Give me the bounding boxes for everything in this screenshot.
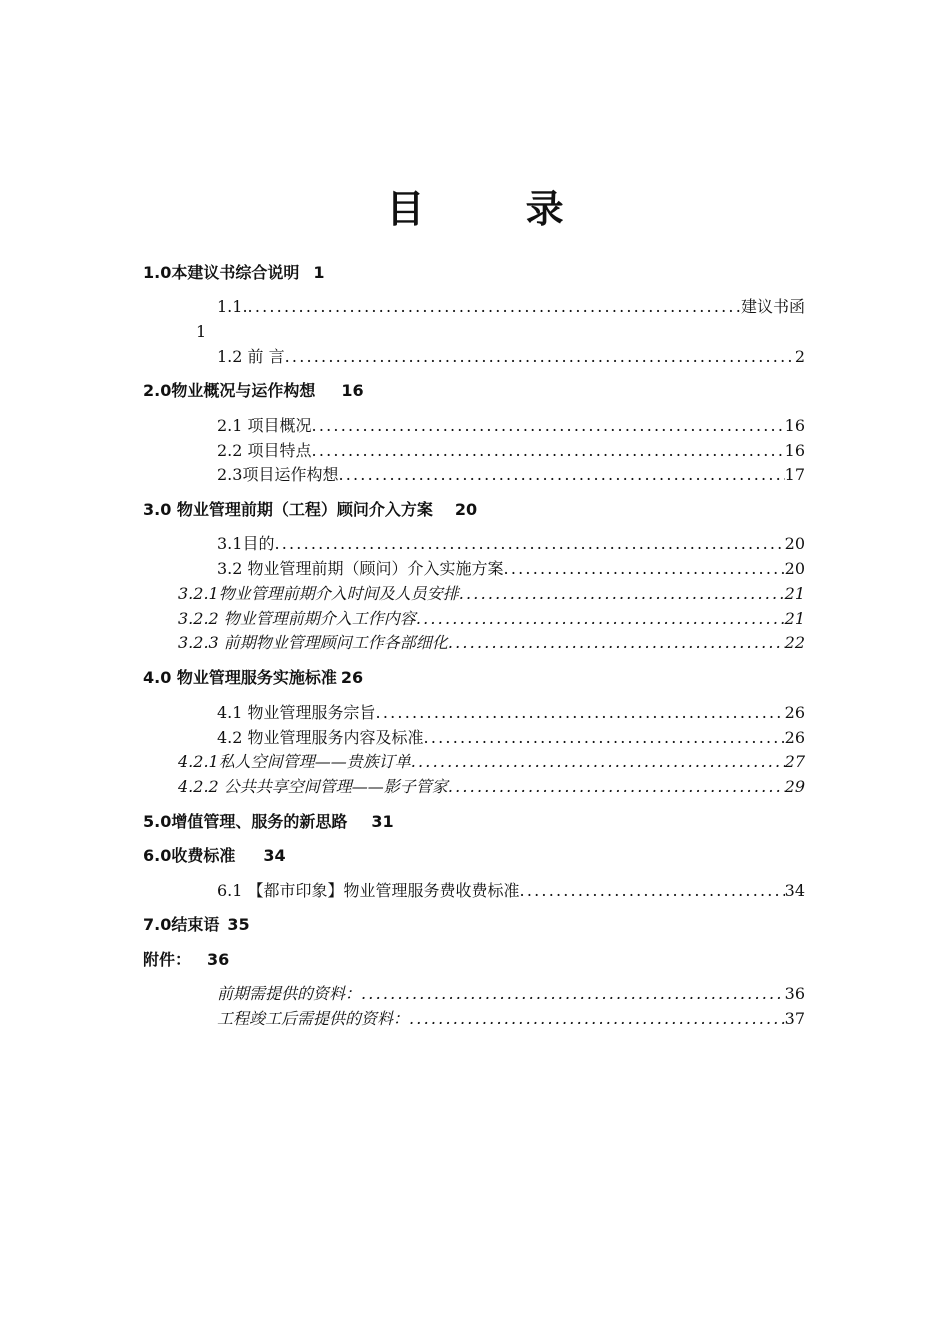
toc-entry-3-2[interactable] [217,558,805,580]
page-title: 目 录 [386,187,608,231]
toc-page-number: 37 [784,1009,805,1028]
toc-entry-label: 2.1 项目概况 [217,416,312,435]
toc-heading-label: 5.0增值管理、服务的新思路 [143,812,348,831]
toc-page-number: 35 [227,915,250,934]
toc-heading-label: 7.0结束语 [143,915,220,934]
toc-heading-label: 2.0物业概况与运作构想 [143,381,316,400]
toc-page-number: 16 [784,441,805,460]
leader-dots [248,296,741,318]
leader-dots [504,558,785,580]
toc-page-number: 26 [784,703,805,722]
toc-page-number: 建议书函 [740,297,805,316]
leader-dots [459,583,785,605]
toc-entry-2-2[interactable] [217,440,805,462]
toc-entry-label: 工程竣工后需提供的资料： [217,1009,410,1028]
toc-entry-1-1-wrap: 1 [196,322,207,341]
leader-dots [424,727,785,749]
toc-heading-5[interactable] [143,811,950,833]
toc-entry-label: 4.2 物业管理服务内容及标准 [217,728,424,747]
toc-page-number: 36 [207,950,230,969]
toc-heading-7[interactable] [143,914,950,936]
leader-dots [411,751,785,773]
toc-heading-6[interactable] [143,845,950,867]
toc-entry-label: 2.2 项目特点 [217,441,312,460]
toc-page-number: 22 [784,633,805,652]
toc-page-number: 27 [784,752,805,771]
toc-page-number: 26 [784,728,805,747]
toc-entry-label: 3.2.2 物业管理前期介入工作内容 [178,609,416,628]
toc-entry-label: 2.3项目运作构想 [217,465,339,484]
toc-entry-label: 1.1. [217,297,248,316]
leader-dots [361,983,785,1005]
toc-heading-4[interactable] [143,667,950,689]
toc-heading-attachments[interactable] [143,949,950,971]
toc-entry-3-2-1[interactable] [178,583,805,605]
toc-heading-2[interactable] [143,380,950,402]
toc-entry-3-2-3[interactable] [178,632,805,654]
leader-dots [312,415,785,437]
toc-page-number: 17 [784,465,805,484]
toc-heading-label: 附件： [143,950,192,969]
toc-entry-1-2[interactable] [217,346,805,368]
toc-entry-label: 1.2 前 言 [217,347,285,366]
toc-entry-3-2-2[interactable] [178,608,805,630]
toc-heading-label: 4.0 物业管理服务实施标准 [143,668,337,687]
toc-entry-4-2-1[interactable] [178,751,805,773]
toc-page-number: 1 [313,263,325,282]
toc-page-number: 34 [263,846,286,865]
toc-entry-label: 3.2 物业管理前期（顾问）介入实施方案 [217,559,504,578]
toc-entry-4-2-2[interactable] [178,776,805,798]
toc-page-number: 21 [784,609,805,628]
toc-page-number: 16 [784,416,805,435]
toc-page-number: 20 [784,559,805,578]
toc-page-number: 20 [454,500,478,519]
leader-dots [338,464,784,486]
toc-heading-1[interactable] [143,262,950,284]
toc-page-number: 20 [784,534,805,553]
toc-entry-label: 6.1 【都市印象】物业管理服务费收费标准 [217,881,520,900]
toc-heading-label: 3.0 物业管理前期（工程）顾问介入方案 [143,500,433,519]
toc-entry-label: 3.2.1物业管理前期介入时间及人员安排 [178,584,459,603]
toc-page-number: 21 [784,584,805,603]
toc-entry-1-1[interactable] [217,296,805,318]
leader-dots [448,632,785,654]
toc-entry-label: 3.1目的 [217,534,275,553]
leader-dots [312,440,785,462]
toc-page-number: 26 [340,668,364,687]
toc-entry-4-1[interactable] [217,702,805,724]
toc-entry-attachment-2[interactable] [217,1008,805,1030]
toc-page-number: 16 [341,381,364,400]
toc-heading-3[interactable] [143,499,950,521]
toc-page-number: 2 [794,347,805,366]
toc-heading-label: 1.0本建议书综合说明 [143,263,300,282]
leader-dots [416,608,785,630]
leader-dots [409,1008,785,1030]
toc-page-number: 29 [784,777,805,796]
leader-dots [520,880,785,902]
leader-dots [448,776,785,798]
toc-entry-2-3[interactable] [217,464,805,486]
toc-entry-attachment-1[interactable] [217,983,805,1005]
toc-page-number: 31 [371,812,394,831]
leader-dots [285,346,795,368]
toc-page-number: 34 [784,881,805,900]
toc-entry-label: 4.2.2 公共共享空间管理——影子管家 [178,777,448,796]
leader-dots [376,702,785,724]
toc-entry-label: 4.2.1私人空间管理——贵族订单 [178,752,411,771]
toc-entry-label: 4.1 物业管理服务宗旨 [217,703,376,722]
toc-heading-label: 6.0收费标准 [143,846,236,865]
toc-entry-label: 3.2.3 前期物业管理顾问工作各部细化 [178,633,448,652]
toc-page-number: 36 [784,984,805,1003]
toc-entry-label: 前期需提供的资料： [217,984,362,1003]
toc-entry-2-1[interactable] [217,415,805,437]
toc-entry-6-1[interactable] [217,880,805,902]
toc-entry-3-1[interactable] [217,533,805,555]
leader-dots [274,533,784,555]
toc-entry-4-2[interactable] [217,727,805,749]
